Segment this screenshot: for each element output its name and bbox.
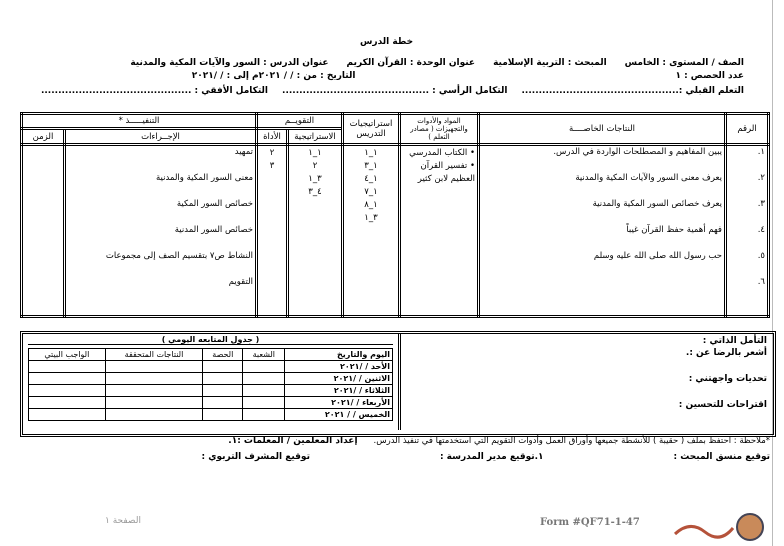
procedure: خصائص السور المكية xyxy=(176,199,253,209)
lesson: عنوان الدرس : السور والآيات المكية والمدنية xyxy=(130,58,329,68)
date: التاريخ : من : / / ٢٠٢١م إلى : / /٢٠٢١ xyxy=(191,71,356,81)
outcomes-cell xyxy=(479,145,726,317)
followup-cell[interactable] xyxy=(203,361,243,373)
header-eval-strategy: الاستراتيجية xyxy=(288,129,343,145)
procedure: تمهيد xyxy=(234,147,253,157)
followup-cell[interactable] xyxy=(203,385,243,397)
procedure: خصائص السور المدنية xyxy=(174,225,253,235)
time-cell xyxy=(22,145,65,317)
followup-cell[interactable] xyxy=(243,397,285,409)
strategy-code: ١_٤ xyxy=(364,174,378,184)
row-number: ٦. xyxy=(757,277,765,287)
outcome: يبين المفاهيم و المصطلحات الواردة في الدرس. xyxy=(553,147,722,157)
page-number: الصفحة ١ xyxy=(105,516,141,526)
followup-cell[interactable] xyxy=(243,409,285,421)
followup-day: الثلاثاء / /٢٠٢١ xyxy=(285,385,393,397)
eval-strategy-cell xyxy=(288,145,343,317)
followup-cell[interactable] xyxy=(105,397,203,409)
outcome: يعرف معنى السور والآيات المكية والمدنية xyxy=(575,173,722,183)
header-procedures: الإجــراءات xyxy=(65,129,257,145)
reflection-suggestions: اقتراحات للتحسين : xyxy=(678,400,767,410)
followup-day: الخميس / / ٢٠٢١ xyxy=(285,409,393,421)
vertical-integration: التكامل الرأسي : ........................................... xyxy=(282,86,508,96)
eval-tool-cell xyxy=(257,145,288,317)
procedure: التقويم xyxy=(228,277,253,287)
header-number: الرقم xyxy=(726,114,769,145)
followup-cell[interactable] xyxy=(29,397,106,409)
header-execution: التنفيـــــذ * xyxy=(22,114,257,129)
page-edge xyxy=(772,0,773,546)
followup-header: اليوم والتاريخ xyxy=(285,349,393,361)
followup-cell[interactable] xyxy=(243,385,285,397)
followup-cell[interactable] xyxy=(243,373,285,385)
followup-day: الأحد / /٢٠٢١ xyxy=(285,361,393,373)
outcome: حب رسول الله صلى الله عليه وسلم xyxy=(593,251,722,261)
strategy-code: ٣_١ xyxy=(364,213,378,223)
footer-note: *ملاحظة : احتفظ بملف ( حقيبة ) للأنشطة جميعها وأوراق العمل وأدوات التقويم التي استخدمتها في تنفيذ الدرس. xyxy=(373,436,770,446)
unit: عنوان الوحدة : القرآن الكريم xyxy=(346,58,476,68)
footer-row-1 xyxy=(14,436,770,446)
supervisor-signature: توقيع المشرف التربوي : xyxy=(201,452,310,462)
header-time: الزمن xyxy=(22,129,65,145)
followup-header: النتاجات المتحققة xyxy=(105,349,203,361)
header-evaluation: التقويــم xyxy=(257,114,343,129)
followup-cell[interactable] xyxy=(203,373,243,385)
reflection-satisfied: أشعر بالرضا عن :. xyxy=(685,348,767,358)
followup-cell[interactable] xyxy=(105,373,203,385)
principal-signature: ١.توقيع مدير المدرسة : xyxy=(439,452,544,462)
followup-cell[interactable] xyxy=(203,409,243,421)
eval-strategy-code: ١_١ xyxy=(308,148,322,158)
numbers-cell xyxy=(726,145,769,317)
procedures-cell xyxy=(65,145,257,317)
lesson-plan-table xyxy=(20,112,770,318)
followup-header: الحصة xyxy=(203,349,243,361)
prepared-by: إعداد المعلمين / المعلمات :١. xyxy=(228,436,358,446)
subject: المبحث : التربية الإسلامية xyxy=(493,58,607,68)
followup-cell[interactable] xyxy=(105,361,203,373)
strategies-cell xyxy=(343,145,400,317)
followup-title: ( جدول المتابعه اليومي ) xyxy=(28,335,393,345)
logo-icon xyxy=(645,512,765,542)
strategy-code: ١_٣ xyxy=(364,161,378,171)
followup-cell[interactable] xyxy=(29,385,106,397)
eval-strategy-code: ٣_١ xyxy=(308,174,322,184)
row-number: ٤. xyxy=(757,225,765,235)
header-strategies: استراتيجيات التدريس xyxy=(343,114,400,145)
followup-reflection-box xyxy=(20,331,776,437)
followup-cell[interactable] xyxy=(105,385,203,397)
row-number: ٥. xyxy=(757,251,765,261)
header-outcomes: النتاجات الخاصــــة xyxy=(479,114,726,145)
header-eval-tool: الأداة xyxy=(257,129,288,145)
reflection-challenges: تحديات واجهتني : xyxy=(688,374,767,384)
eval-tool-code: ٢ xyxy=(269,148,275,158)
followup-header: الشعبة xyxy=(243,349,285,361)
form-number: Form #QF71-1-47 xyxy=(540,517,640,528)
followup-cell[interactable] xyxy=(243,361,285,373)
row-number: ٢. xyxy=(757,173,765,183)
doc-title: خطة الدرس xyxy=(360,37,414,47)
eval-strategy-code: ٤_٣ xyxy=(308,187,322,197)
outcome xyxy=(482,277,722,303)
header-row-1 xyxy=(14,58,744,68)
header-row-2 xyxy=(14,71,744,81)
followup-day: الاثنين / /٢٠٢١ xyxy=(285,373,393,385)
header-materials: المواد والأدوات والتجهيزات ( مصادر التعلم ) xyxy=(400,114,479,145)
header-row-3 xyxy=(14,86,744,96)
publisher-logo xyxy=(645,512,765,542)
row-number: ١. xyxy=(757,147,765,157)
material-item: • تفسير القرآن العظيم لابن كثير xyxy=(417,161,475,184)
followup-day: الأربعاء / /٢٠٢١ xyxy=(285,397,393,409)
strategy-code: ١_٨ xyxy=(364,200,378,210)
followup-table xyxy=(28,348,393,421)
followup-cell[interactable] xyxy=(29,373,106,385)
followup-cell[interactable] xyxy=(105,409,203,421)
periods: عدد الحصص : ١ xyxy=(675,71,744,81)
materials-cell xyxy=(400,145,479,317)
outcome: فهم أهمية حفظ القرآن غيباً xyxy=(626,225,722,235)
coordinator-signature: توقيع منسق المبحث : xyxy=(673,452,770,462)
followup-cell[interactable] xyxy=(203,397,243,409)
reflection-box xyxy=(398,334,771,430)
eval-strategy-code: ٢ xyxy=(312,161,318,171)
grade: الصف / المستوى : الخامس xyxy=(624,58,744,68)
reflection-title: التأمل الذاتي : xyxy=(702,336,767,346)
eval-tool-code: ٣ xyxy=(269,161,275,171)
footer-row-2 xyxy=(14,452,770,462)
material-item: • الكتاب المدرسي xyxy=(409,148,475,158)
prior-learning: التعلم القبلي :.............................................. xyxy=(521,86,744,96)
procedure: معنى السور المكية والمدنية xyxy=(155,173,253,183)
followup-cell[interactable] xyxy=(29,409,106,421)
outcome: يعرف خصائص السور المكية والمدنية xyxy=(592,199,722,209)
strategy-code: ١_١ xyxy=(364,148,378,158)
strategy-code: ١_٧ xyxy=(364,187,378,197)
procedure: النشاط ص٧ بتقسيم الصف إلى مجموعات xyxy=(105,251,253,261)
horizontal-integration: التكامل الأفقي : ............................................ xyxy=(40,86,269,96)
followup-header: الواجب البيتي xyxy=(29,349,106,361)
row-number: ٣. xyxy=(757,199,765,209)
followup-cell[interactable] xyxy=(29,361,106,373)
